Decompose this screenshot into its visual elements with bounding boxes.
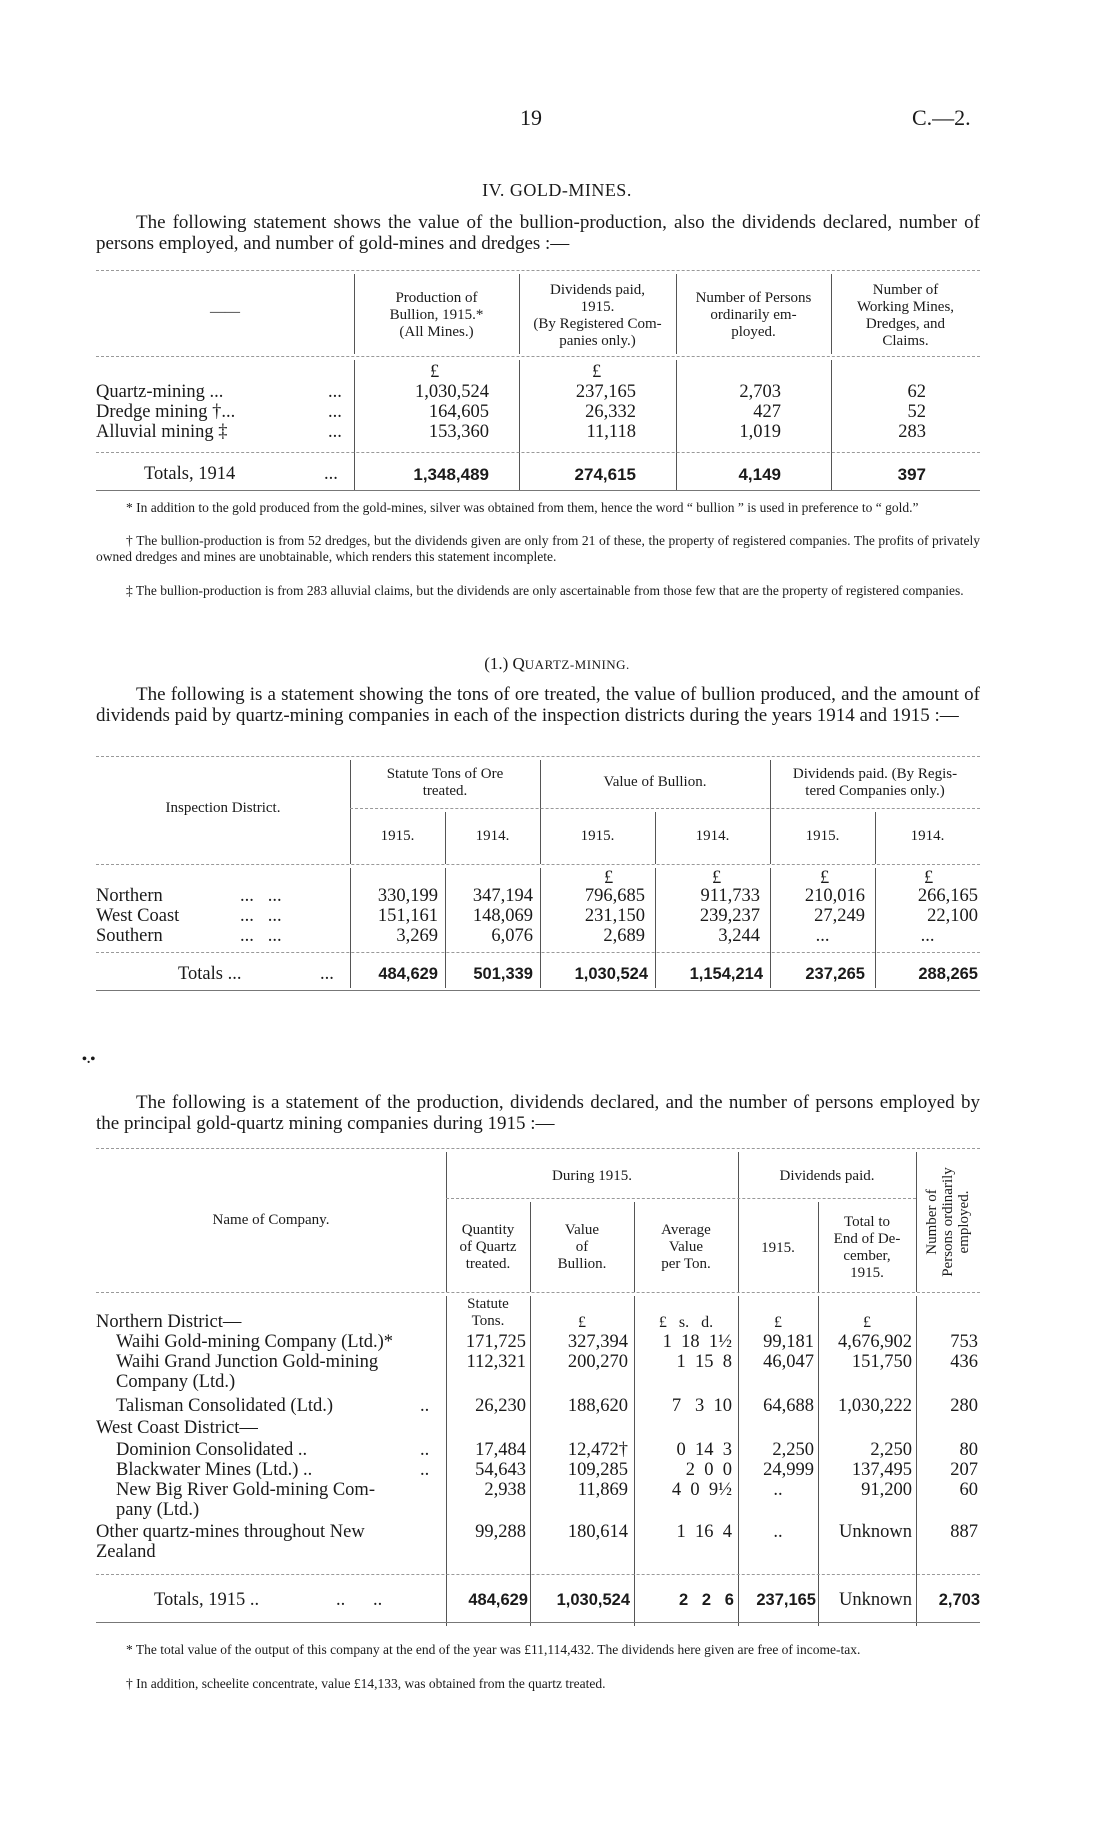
- table1-currency-dividends: £: [592, 362, 602, 382]
- totals-dots: .. ..: [336, 1590, 383, 1610]
- totals-label: Totals ...: [178, 964, 242, 984]
- tons-1915: 151,161: [377, 906, 438, 926]
- persons-value: 887: [950, 1522, 978, 1542]
- total-dividends-value: 4,676,902: [838, 1332, 912, 1352]
- dividends-1914: 22,100: [927, 906, 978, 926]
- dividends-1915: ...: [815, 926, 830, 946]
- average-value: 1 18 1½: [662, 1332, 732, 1352]
- page-number: 19: [520, 105, 542, 130]
- quantity-value: 2,938: [484, 1480, 526, 1500]
- row-dots: ..: [420, 1396, 430, 1416]
- currency-mark: £: [604, 868, 614, 888]
- company-name: New Big River Gold-mining Com-: [116, 1480, 375, 1500]
- tons-1915: 330,199: [377, 886, 438, 906]
- tons-1914: 148,069: [472, 906, 533, 926]
- totals-total-dividends: Unknown: [839, 1590, 912, 1610]
- bullion-value: 327,394: [567, 1332, 628, 1352]
- row-dots: ...: [328, 402, 342, 422]
- production-value: 1,030,524: [415, 382, 489, 402]
- bullion-value: 200,270: [567, 1352, 628, 1372]
- year-header: 1915.: [805, 828, 840, 844]
- year-header: 1915.: [380, 828, 415, 844]
- totals-bullion-1915: 1,030,524: [574, 965, 648, 983]
- year-header: 1914.: [695, 828, 730, 844]
- persons-value: 2,703: [739, 382, 781, 402]
- dividends-value: ..: [773, 1522, 783, 1542]
- row-dots: ... ...: [240, 926, 282, 946]
- dividends-1915: 27,249: [814, 906, 865, 926]
- totals-tons-1914: 501,339: [473, 965, 533, 983]
- district-heading: West Coast District—: [96, 1418, 258, 1438]
- dividends-paid-header: Dividends paid.: [779, 1168, 875, 1184]
- quantity-value: 54,643: [475, 1460, 526, 1480]
- table1-blank-header: ——: [210, 304, 240, 320]
- tons-1914: 6,076: [491, 926, 533, 946]
- quantity-header: Quantity of Quartz treated.: [459, 1222, 517, 1272]
- intro-paragraph: The following statement shows the value of the bullion-production, also the dividends declared, number of persons employed, and number of gold-mines and dredges :—: [96, 212, 980, 254]
- persons-value: 753: [950, 1332, 978, 1352]
- units-average: £ s. d.: [658, 1314, 714, 1331]
- quantity-value: 99,288: [475, 1522, 526, 1542]
- companies-intro-paragraph: The following is a statement of the production, dividends declared, and the number of persons employed by the principal gold-quartz mining companies during 1915 :—: [96, 1092, 980, 1134]
- district-label: Northern: [96, 886, 163, 906]
- totals-persons: 2,703: [938, 1591, 980, 1609]
- dividends-value: 11,118: [586, 422, 636, 442]
- row-label: Dredge mining †...: [96, 402, 236, 422]
- row-dots: ... ...: [240, 886, 282, 906]
- currency-mark: £: [712, 868, 722, 888]
- bullion-1914: 911,733: [700, 886, 760, 906]
- production-value: 164,605: [428, 402, 489, 422]
- totals-persons: 4,149: [738, 465, 781, 484]
- units-quantity: Statute Tons.: [467, 1296, 509, 1329]
- company-name-cont: Zealand: [96, 1542, 156, 1562]
- dividends-value: ..: [773, 1480, 783, 1500]
- bullion-value: 180,614: [567, 1522, 628, 1542]
- row-dots: ..: [420, 1460, 430, 1480]
- district-header: Inspection District.: [165, 800, 281, 816]
- footnote-waihi-output: * The total value of the output of this company at the end of the year was £11,114,432. The dividends here given are free of income-tax.: [126, 1642, 861, 1657]
- bullion-1914: 3,244: [718, 926, 760, 946]
- table1-production-header: Production of Bullion, 1915.* (All Mines.): [389, 290, 484, 340]
- company-name-cont: pany (Ltd.): [116, 1500, 200, 1520]
- persons-value: 80: [959, 1440, 978, 1460]
- table1-mines-header: Number of Working Mines, Dredges, and Claims.: [856, 282, 955, 349]
- tons-group-header: Statute Tons of Ore treated.: [386, 766, 504, 799]
- totals-tons-1915: 484,629: [378, 965, 438, 983]
- quartz-intro-paragraph: The following is a statement showing the tons of ore treated, the value of bullion produced, and the amount of dividends paid by quartz-mining companies in each of the inspection districts during the years 1914 and 1915 :—: [96, 684, 980, 726]
- dividends-value: 64,688: [763, 1396, 814, 1416]
- persons-value: 207: [950, 1460, 978, 1480]
- mines-value: 62: [907, 382, 926, 402]
- totals-dividends-1915: 237,265: [805, 965, 865, 983]
- totals-dots: ...: [320, 964, 334, 984]
- totals-label: Totals, 1914: [144, 464, 236, 484]
- average-value: 4 0 9½: [671, 1480, 732, 1500]
- dividends-1915: 210,016: [804, 886, 865, 906]
- tons-1914: 347,194: [472, 886, 533, 906]
- company-name: Waihi Grand Junction Gold-mining: [116, 1352, 379, 1372]
- dividends-group-header: Dividends paid. (By Regis- tered Companies only.): [792, 766, 958, 799]
- company-name: Waihi Gold-mining Company (Ltd.)*: [116, 1332, 394, 1352]
- footnote-bullion: * In addition to the gold produced from the gold-mines, silver was obtained from them, hence the word “ bullion ” is used in preference to “ gold.”: [126, 500, 919, 515]
- units-total: £: [863, 1314, 871, 1331]
- mines-value: 52: [907, 402, 926, 422]
- during-1915-header: During 1915.: [552, 1168, 632, 1184]
- total-dividends-value: Unknown: [839, 1522, 912, 1542]
- bullion-value: 12,472†: [567, 1440, 628, 1460]
- tons-1915: 3,269: [396, 926, 438, 946]
- quantity-value: 112,321: [466, 1352, 526, 1372]
- totals-bullion-1914: 1,154,214: [689, 965, 763, 983]
- footnote-scheelite: † In addition, scheelite concentrate, value £14,133, was obtained from the quartz treated.: [126, 1676, 606, 1691]
- quantity-value: 26,230: [475, 1396, 526, 1416]
- totals-dividends: 237,165: [756, 1591, 816, 1609]
- dividends-1914: 266,165: [917, 886, 978, 906]
- average-value: 1 15 8: [676, 1352, 732, 1372]
- table1-persons-header: Number of Persons ordinarily em- ployed.: [695, 290, 812, 340]
- bullion-value: 11,869: [577, 1480, 628, 1500]
- units-value: £: [578, 1314, 586, 1331]
- subsection-rest: UARTZ-MINING.: [524, 657, 630, 672]
- persons-value: 427: [753, 402, 781, 422]
- currency-mark: £: [820, 868, 830, 888]
- row-dots: ..: [420, 1440, 430, 1460]
- dividends-1914: ...: [920, 926, 935, 946]
- dividends-value: 26,332: [585, 402, 636, 422]
- table1-currency-production: £: [430, 362, 440, 382]
- subsection-initial: Q: [512, 654, 525, 673]
- mines-value: 283: [898, 422, 926, 442]
- persons-employed-header: Number of Persons ordinarily employed.: [924, 1167, 972, 1277]
- row-label: Alluvial mining ‡: [96, 422, 228, 442]
- totals-label: Totals, 1915 ..: [154, 1590, 260, 1610]
- totals-dots: ...: [324, 464, 338, 484]
- totals-dividends-1914: 288,265: [918, 965, 978, 983]
- bullion-1915: 231,150: [584, 906, 645, 926]
- document-reference: C.—2.: [912, 105, 971, 130]
- persons-value: 60: [959, 1480, 978, 1500]
- currency-mark: £: [924, 868, 934, 888]
- dividends-value: 237,165: [575, 382, 636, 402]
- totals-production: 1,348,489: [413, 465, 489, 484]
- row-dots: ...: [328, 422, 342, 442]
- total-dividends-value: 91,200: [861, 1480, 912, 1500]
- total-dividends-value: 151,750: [851, 1352, 912, 1372]
- persons-value: 1,019: [739, 422, 781, 442]
- year-header: 1914.: [475, 828, 510, 844]
- bullion-1915: 796,685: [584, 886, 645, 906]
- footnote-alluvial: ‡ The bullion-production is from 283 alluvial claims, but the dividends are only ascertainable from those few that are the property of registered companies.: [126, 583, 964, 598]
- row-dots: ...: [328, 382, 342, 402]
- production-value: 153,360: [428, 422, 489, 442]
- average-value: 0 14 3: [676, 1440, 732, 1460]
- total-dividends-value: 2,250: [870, 1440, 912, 1460]
- district-heading: Northern District—: [96, 1312, 242, 1332]
- dividends-value: 2,250: [772, 1440, 814, 1460]
- bullion-value: 109,285: [567, 1460, 628, 1480]
- table1-dividends-header: Dividends paid, 1915. (By Registered Com- panies only.): [533, 282, 662, 349]
- district-label: Southern: [96, 926, 163, 946]
- totals-average: 2 2 6: [678, 1591, 734, 1609]
- footnote-dredge: † The bullion-production is from 52 dredges, but the dividends given are only from 21 of these, the property of registered companies. The profits of privately owned dredges and mines are unobtainable, which renders this statement incomplete.: [96, 533, 980, 564]
- company-name: Talisman Consolidated (Ltd.): [116, 1396, 334, 1416]
- total-dividends-value: 1,030,222: [838, 1396, 912, 1416]
- company-name: Blackwater Mines (Ltd.) ..: [116, 1460, 313, 1480]
- year-header: 1915.: [580, 828, 615, 844]
- persons-value: 436: [950, 1352, 978, 1372]
- units-dividends: £: [774, 1314, 782, 1331]
- subsection-title: [0, 654, 1114, 674]
- dividends-value: 99,181: [763, 1332, 814, 1352]
- value-of-bullion-header: Value of Bullion.: [557, 1222, 607, 1272]
- company-name: Dominion Consolidated ..: [116, 1440, 308, 1460]
- row-dots: ... ...: [240, 906, 282, 926]
- average-value: 7 3 10: [671, 1396, 732, 1416]
- bullion-1915: 2,689: [603, 926, 645, 946]
- stray-ink-mark: •.•: [82, 1052, 96, 1067]
- average-value: 2 0 0: [685, 1460, 732, 1480]
- quantity-value: 17,484: [475, 1440, 526, 1460]
- bullion-value: 188,620: [567, 1396, 628, 1416]
- company-name-cont: Company (Ltd.): [116, 1372, 236, 1392]
- dividends-1915-header: 1915.: [761, 1240, 795, 1256]
- district-label: West Coast: [96, 906, 180, 926]
- dividends-total-header: Total to End of De- cember, 1915.: [833, 1214, 901, 1281]
- dividends-value: 46,047: [763, 1352, 814, 1372]
- subsection-number: (1.): [484, 654, 513, 673]
- quantity-value: 171,725: [465, 1332, 526, 1352]
- total-dividends-value: 137,495: [851, 1460, 912, 1480]
- totals-bullion: 1,030,524: [556, 1591, 630, 1609]
- row-label: Quartz-mining ...: [96, 382, 224, 402]
- company-name: Other quartz-mines throughout New: [96, 1522, 365, 1542]
- bullion-group-header: Value of Bullion.: [603, 774, 707, 790]
- totals-dividends: 274,615: [574, 465, 636, 484]
- average-value: 1 16 4: [676, 1522, 732, 1542]
- average-value-header: Average Value per Ton.: [661, 1222, 711, 1272]
- dividends-value: 24,999: [763, 1460, 814, 1480]
- totals-quantity: 484,629: [468, 1591, 528, 1609]
- bullion-1914: 239,237: [699, 906, 760, 926]
- section-title: IV. GOLD-MINES.: [482, 180, 632, 200]
- totals-mines: 397: [897, 465, 926, 484]
- company-name-header: Name of Company.: [212, 1212, 330, 1228]
- persons-value: 280: [950, 1396, 978, 1416]
- year-header: 1914.: [910, 828, 945, 844]
